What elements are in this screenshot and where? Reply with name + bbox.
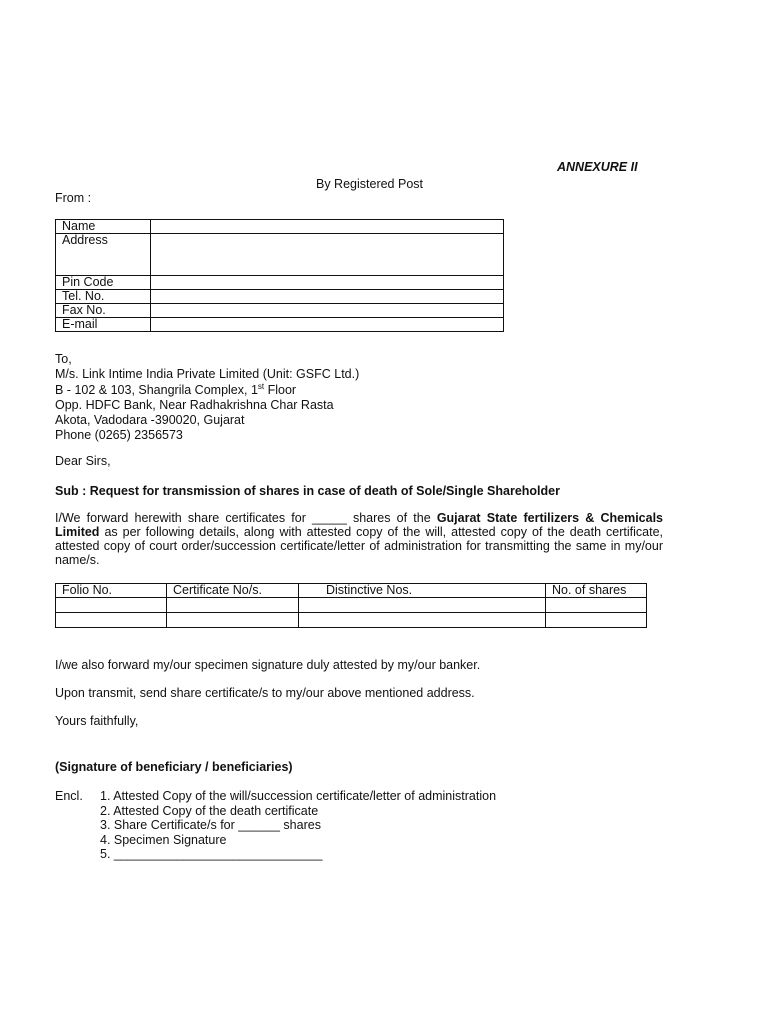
- shares-cell[interactable]: [546, 613, 647, 628]
- shares-cell[interactable]: [546, 598, 647, 613]
- table-row: [56, 598, 647, 613]
- table-row: [56, 318, 504, 332]
- fax-no-label: Fax No.: [56, 304, 151, 318]
- certificate-header: Certificate No/s.: [167, 584, 299, 598]
- distinctive-cell[interactable]: [299, 613, 546, 628]
- list-item: 5. ______________________________: [100, 847, 323, 861]
- enclosure-label: Encl.: [55, 789, 83, 803]
- table-row: [56, 613, 647, 628]
- certificate-cell[interactable]: [167, 613, 299, 628]
- salutation: Dear Sirs,: [55, 454, 111, 468]
- signature-label: (Signature of beneficiary / beneficiaries): [55, 760, 293, 774]
- recipient-line-1: M/s. Link Intime India Private Limited (Unit: GSFC Ltd.): [55, 367, 360, 382]
- name-field[interactable]: [151, 220, 504, 234]
- list-item: 1. Attested Copy of the will/succession certificate/letter of administration: [100, 789, 497, 803]
- pin-code-label: Pin Code: [56, 276, 151, 290]
- tel-no-label: Tel. No.: [56, 290, 151, 304]
- table-row: [56, 220, 504, 234]
- to-label: To,: [55, 352, 72, 366]
- address-field[interactable]: [151, 234, 504, 276]
- recipient-line-4: Akota, Vadodara -390020, Gujarat: [55, 413, 245, 428]
- subject-line: Sub : Request for transmission of shares in case of death of Sole/Single Shareholder: [55, 484, 560, 498]
- folio-cell[interactable]: [56, 598, 167, 613]
- table-row: [56, 276, 504, 290]
- distinctive-header: Distinctive Nos.: [299, 584, 546, 598]
- closing-line: Yours faithfully,: [55, 714, 139, 728]
- email-field[interactable]: [151, 318, 504, 332]
- company-name: Gujarat State fertilizers & Chemicals Limited: [55, 511, 663, 539]
- fax-no-field[interactable]: [151, 304, 504, 318]
- recipient-line-3: Opp. HDFC Bank, Near Radhakrishna Char Rasta: [55, 397, 334, 412]
- body-paragraph: I/We forward herewith share certificates for _____ shares of the Gujarat State fertilizers & Chemicals Limited as per following details, along with attested copy of the will, attested copy of the death certificate, attested copy of court order/succession certificate/letter of administration for transmitting the same in my/our name/s.: [55, 511, 663, 567]
- share-details-table: [55, 583, 647, 628]
- transmit-line: Upon transmit, send share certificate/s to my/our above mentioned address.: [55, 686, 475, 700]
- shares-header: No. of shares: [546, 584, 647, 598]
- recipient-phone: Phone (0265) 2356573: [55, 428, 183, 443]
- list-item: 4. Specimen Signature: [100, 832, 227, 847]
- list-item: 3. Share Certificate/s for ______ shares: [100, 818, 321, 832]
- specimen-line: I/we also forward my/our specimen signature duly attested by my/our banker.: [55, 658, 481, 672]
- table-row: [56, 290, 504, 304]
- distinctive-cell[interactable]: [299, 598, 546, 613]
- folio-header: Folio No.: [56, 584, 167, 598]
- email-label: E-mail: [56, 318, 151, 332]
- name-label: Name: [56, 220, 151, 234]
- address-label: Address: [56, 234, 151, 276]
- recipient-line-2: B - 102 & 103, Shangrila Complex, 1st Floor: [55, 381, 297, 397]
- table-row: [56, 234, 504, 276]
- list-item: 2. Attested Copy of the death certificate: [100, 803, 319, 818]
- folio-cell[interactable]: [56, 613, 167, 628]
- from-label: From :: [55, 191, 92, 205]
- pin-code-field[interactable]: [151, 276, 504, 290]
- certificate-cell[interactable]: [167, 598, 299, 613]
- table-header-row: [56, 584, 647, 598]
- tel-no-field[interactable]: [151, 290, 504, 304]
- table-row: [56, 304, 504, 318]
- sender-details-table: [55, 219, 504, 332]
- annexure-title: ANNEXURE II: [557, 160, 638, 174]
- recipient-address: [55, 352, 359, 444]
- delivery-method: By Registered Post: [316, 177, 423, 191]
- enclosure-list: [100, 789, 496, 862]
